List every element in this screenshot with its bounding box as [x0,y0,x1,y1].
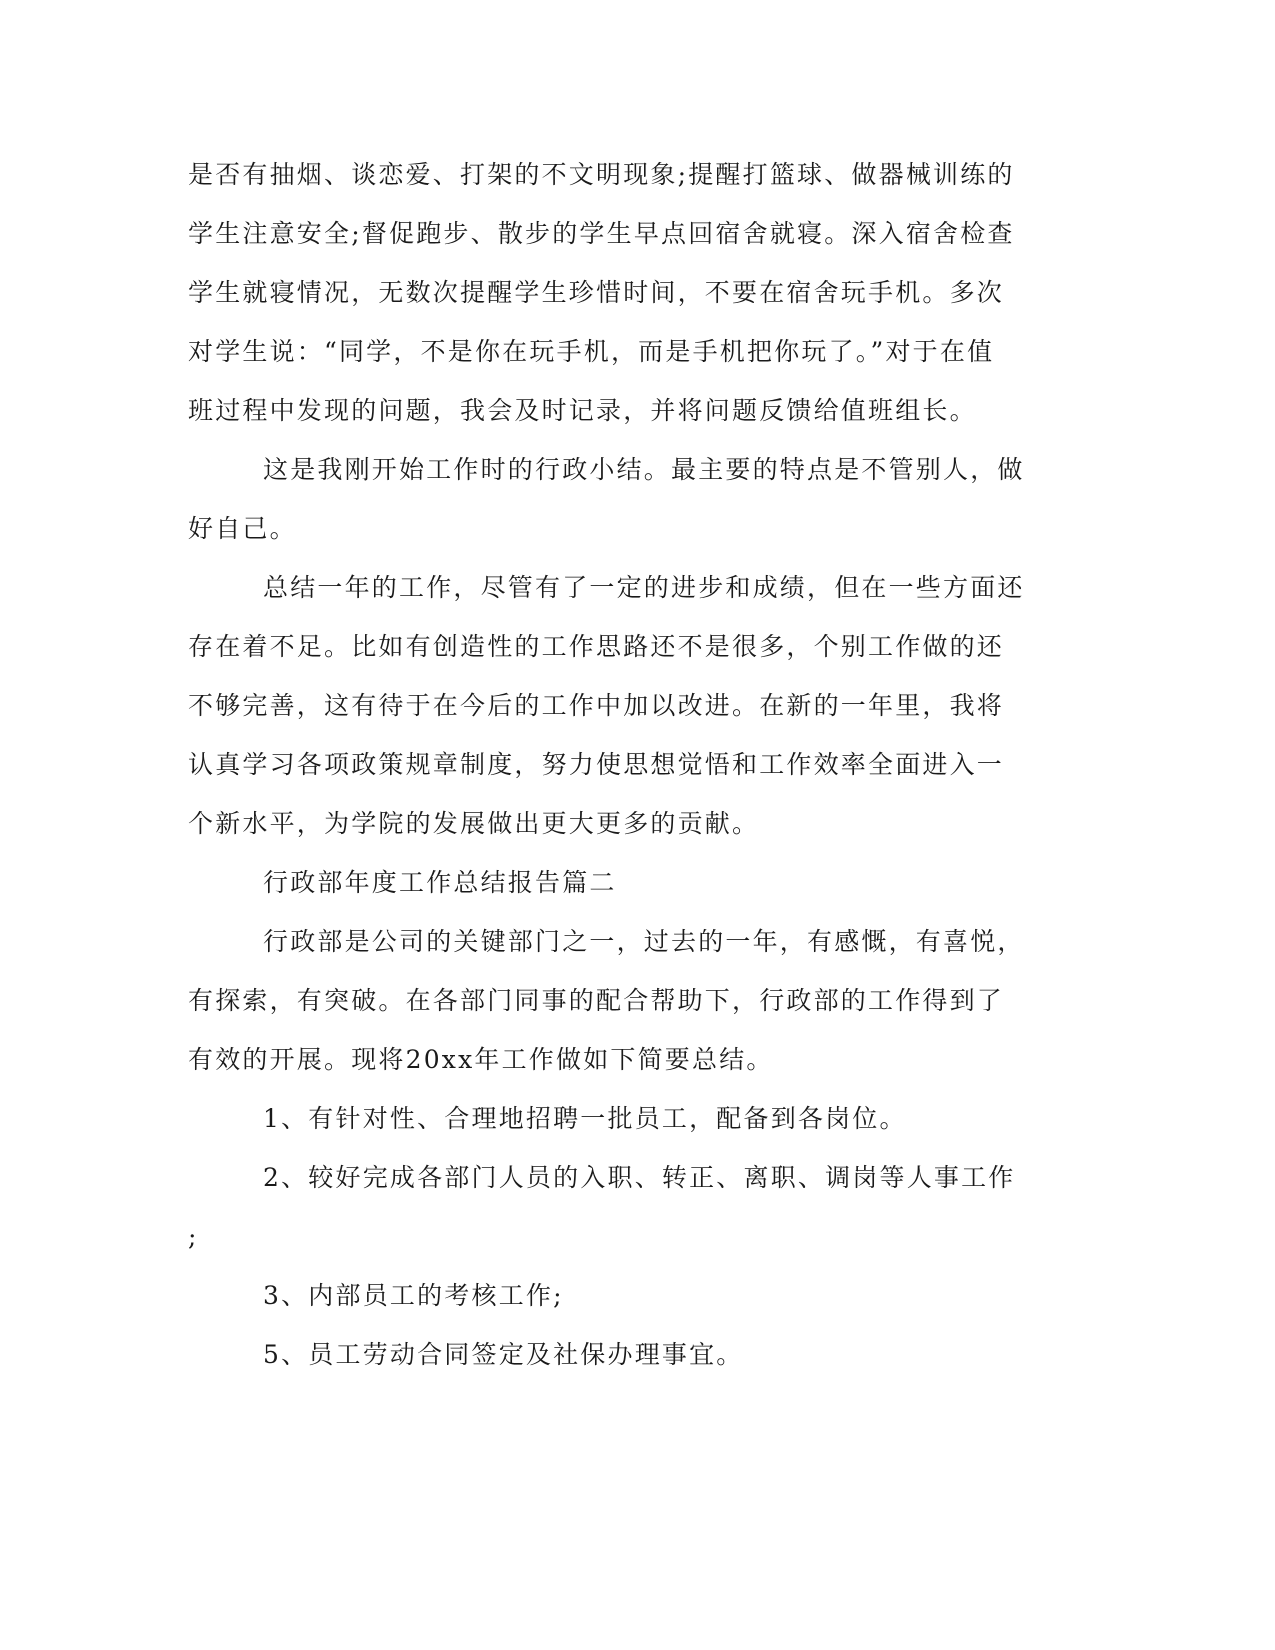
section-heading: 行政部年度工作总结报告篇二 [263,868,617,897]
text-line: 认真学习各项政策规章制度，努力使思想觉悟和工作效率全面进入一 [188,750,1005,779]
text-line: 对学生说：“同学，不是你在玩手机，而是手机把你玩了。”对于在值 [188,337,995,366]
paragraph-start-line: 总结一年的工作，尽管有了一定的进步和成绩，但在一些方面还 [263,573,1025,602]
list-item: 3、内部员工的考核工作; [263,1281,564,1310]
list-item: 5、员工劳动合同签定及社保办理事宜。 [263,1340,744,1369]
text-line: 个新水平，为学院的发展做出更大更多的贡献。 [188,809,760,838]
text-line: 存在着不足。比如有创造性的工作思路还不是很多，个别工作做的还 [188,632,1005,661]
text-line: 好自己。 [188,514,297,543]
list-item: 1、有针对性、合理地招聘一批员工，配备到各岗位。 [263,1104,907,1133]
text-line: ; [188,1222,199,1251]
paragraph-start-line: 这是我刚开始工作时的行政小结。最主要的特点是不管别人，做 [263,455,1025,484]
paragraph-start-line: 行政部是公司的关键部门之一，过去的一年，有感慨，有喜悦， [263,927,1025,956]
text-line: 有探索，有突破。在各部门同事的配合帮助下，行政部的工作得到了 [188,986,1005,1015]
text-line: 有效的开展。现将20xx年工作做如下简要总结。 [188,1045,774,1074]
text-line: 是否有抽烟、谈恋爱、打架的不文明现象;提醒打篮球、做器械训练的 [188,160,1015,189]
text-line: 不够完善，这有待于在今后的工作中加以改进。在新的一年里，我将 [188,691,1005,720]
text-line: 学生就寝情况，无数次提醒学生珍惜时间，不要在宿舍玩手机。多次 [188,278,1005,307]
list-item: 2、较好完成各部门人员的入职、转正、离职、调岗等人事工作 [263,1163,1016,1192]
text-line: 学生注意安全;督促跑步、散步的学生早点回宿舍就寝。深入宿舍检查 [188,219,1015,248]
text-line: 班过程中发现的问题，我会及时记录，并将问题反馈给值班组长。 [188,396,977,425]
